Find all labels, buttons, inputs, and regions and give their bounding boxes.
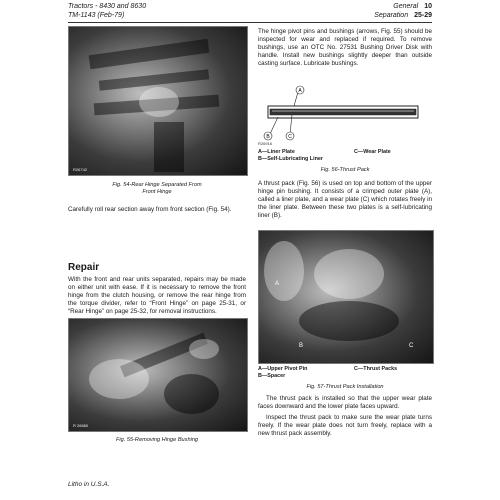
footer-litho: Litho in U.S.A. bbox=[68, 481, 110, 488]
fig56-legend-a: A—Liner Plate bbox=[258, 149, 295, 155]
fig54-caption-line2: Front Hinge bbox=[142, 189, 172, 195]
paragraph-thrust-pack: A thrust pack (Fig. 56) is used on top and bottom of the upper hinge pin bushing. It consists of a crimped outer plate (A), called a liner plate, and a wear plate (C) which rotates freely in the liner plate. Between these two plates is a self-lubricating liner (B). bbox=[258, 180, 432, 220]
fig57-legend-c: C—Thrust Packs bbox=[354, 366, 398, 372]
header-left bbox=[68, 2, 146, 20]
fig56-leader-a bbox=[294, 92, 298, 106]
fig54-caption-line1: Fig. 54-Rear Hinge Separated From bbox=[112, 182, 202, 188]
repair-heading: Repair bbox=[68, 262, 100, 273]
paragraph-inspection: Inspect the thrust pack to make sure the wear plate turns freely. If the wear plate does not turn freely, replace with a new thrust pack assembly. bbox=[258, 414, 432, 438]
fig57-callout-c: C bbox=[409, 343, 414, 349]
paragraph-hinge-pins: The hinge pivot pins and bushings (arrows, Fig. 55) should be inspected for wear and replaced if required. To remove bushings, use an OTC No. 27531 Bushing Driver Disk with handle. Install new bushings slightly deeper than outside casting surface. Lubricate bushings. bbox=[258, 28, 432, 68]
fig56-diagram bbox=[258, 84, 432, 142]
fig56-legend bbox=[258, 149, 432, 163]
right-text-3 bbox=[258, 395, 432, 438]
header-section-number: 10 bbox=[424, 3, 432, 10]
header-divider bbox=[68, 22, 432, 23]
fig54-caption bbox=[68, 182, 246, 196]
header-section: General bbox=[393, 3, 419, 10]
fig55-photo bbox=[68, 318, 248, 432]
fig56-legend-b: B—Self-Lubricating Liner bbox=[258, 156, 323, 162]
fig56-tag: R26916 bbox=[258, 141, 273, 146]
fig56-label-c: C bbox=[288, 134, 292, 140]
fig56-leader-b bbox=[270, 117, 278, 134]
fig57-callout-a: A bbox=[275, 281, 280, 287]
fig57-legend-b: B—Spacer bbox=[258, 373, 286, 379]
header-right bbox=[374, 2, 432, 20]
fig57-photo bbox=[258, 230, 434, 364]
right-text-2 bbox=[258, 180, 432, 220]
left-text-2 bbox=[68, 276, 246, 316]
header-subsection: Separation bbox=[374, 12, 409, 19]
paragraph-installation: The thrust pack is installed so that the upper wear plate faces downward and the lower plate faces upward. bbox=[258, 395, 432, 411]
fig57-callout-b: B bbox=[299, 343, 304, 349]
fig57-caption: Fig. 57-Thrust Pack Installation bbox=[306, 384, 384, 390]
left-text-1 bbox=[68, 206, 246, 214]
paragraph-roll-rear: Carefully roll rear section away from front section (Fig. 54). bbox=[68, 206, 232, 213]
manual-page bbox=[60, 0, 440, 500]
fig56-caption: Fig. 56-Thrust Pack bbox=[320, 167, 370, 173]
right-text-1 bbox=[258, 28, 432, 68]
fig57-legend bbox=[258, 366, 432, 380]
fig57-legend-a: A—Upper Pivot Pin bbox=[258, 366, 308, 372]
paragraph-repair: With the front and rear units separated, repairs may be made on either unit with ease. If it is necessary to remove the front hinge from the clutch housing, or remove the rear hinge from the torque divider, refer to “Front Hinge” on page 25-31, or “Rear Hinge” on page 25-32, for removal instructions. bbox=[68, 276, 246, 316]
header-manual-id: TM-1143 (Feb-79) bbox=[68, 12, 125, 19]
fig56-label-a: A bbox=[298, 88, 302, 94]
fig55-caption: Fig. 55-Removing Hinge Bushing bbox=[115, 437, 199, 443]
fig54-tag: R26742 bbox=[73, 167, 88, 172]
fig55-tag: R 26680 bbox=[73, 423, 89, 428]
fig56-wear-plate bbox=[270, 109, 416, 115]
header-model: Tractors - 8430 and 8630 bbox=[68, 3, 147, 10]
header-page-number: 25-29 bbox=[414, 12, 432, 19]
fig56-label-b: B bbox=[266, 134, 270, 140]
fig56-legend-c: C—Wear Plate bbox=[354, 149, 391, 155]
fig54-photo bbox=[68, 26, 248, 176]
